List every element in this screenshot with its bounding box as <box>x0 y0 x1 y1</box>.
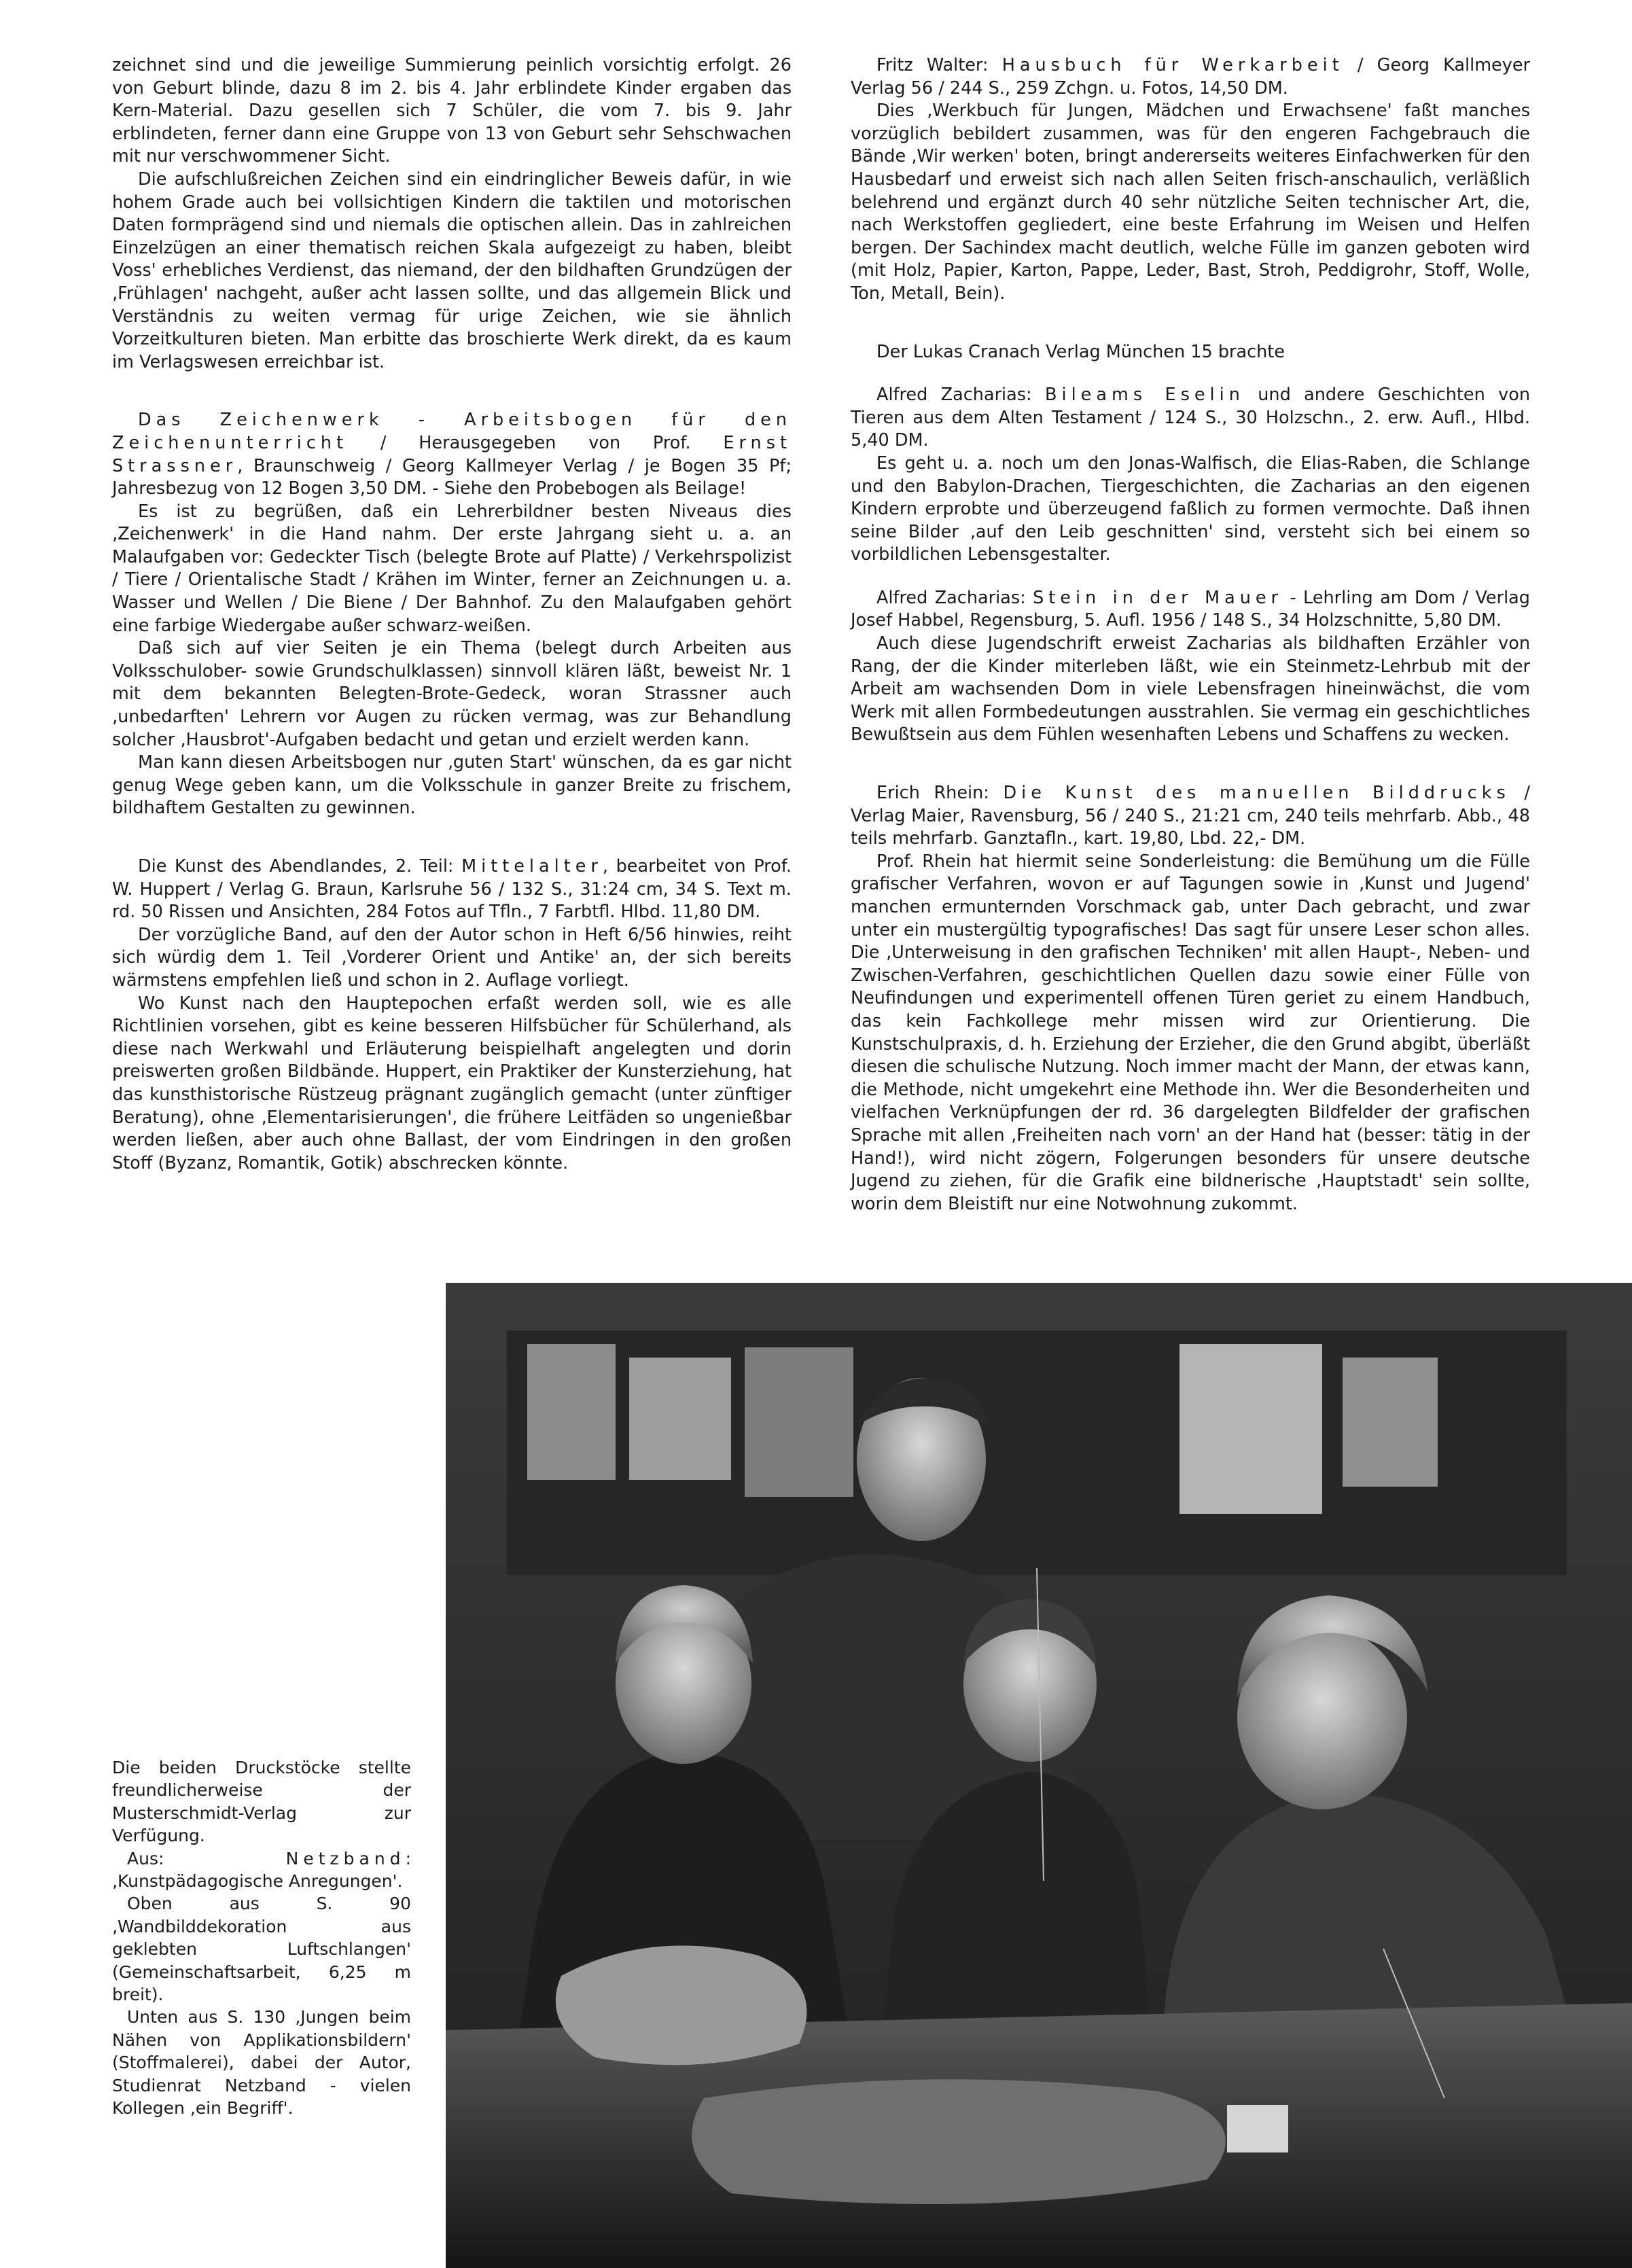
book-title: Stein in der Mauer <box>1033 587 1283 608</box>
book-title: Hausbuch für Werkarbeit <box>1001 55 1344 75</box>
heading-text: Alfred Zacharias: <box>876 587 1033 608</box>
paragraph: Dies ‚Werkbuch für Jungen, Mädchen und Erwachsene' faßt manches vorzüglich bebildert zusammen, was für den engeren Fachgebrauch die Bände ‚Wir werken' boten, bringt andererseits weiteres Einfachwerken für den Hausbedarf und erweist sich nach allen Seiten frisch-anschaulich, verläßlich belehrend und ergänzt durch 40 sehr nützliche Seiten technischer Art, die, nach Werkstoffen gegliedert, eine beste Erfahrung im Weisen und Helfen bergen. Der Sachindex macht deutlich, welche Fülle im ganzen geboten wird (mit Holz, Papier, Karton, Pappe, Leder, Bast, Stroh, Peddigrohr, Stoff, Wolle, Ton, Metall, Bein). <box>851 101 1530 304</box>
applique-cloth <box>692 2079 1226 2204</box>
heading-text: - Lehrling am Dom / Verlag Josef Habbel, Regensburg, 5. Aufl. 1956 / 148 S., 34 Holzschnitte, 5,80 DM. <box>851 587 1530 631</box>
paragraph: Die aufschlußreichen Zeichen sind ein eindringlicher Beweis dafür, in wie hohem Grade auch bei vollsichtigen Kindern die taktilen und motorischen Daten formprägend sind und niemals die optischen allein. Das in zahlreichen Einzelzügen an einer thematisch reichen Skala aufgezeigt zu haben, bleibt Voss' erhebliches Verdienst, das niemand, der den bildhaften Grundzügen der ‚Frühlagen' nachgeht, außer acht lassen sollte, und das allgemein Blick und Verständnis zu weiten vermag für urige Zeichen, wie sie ähnlich Vorzeitkulturen bieten. Man erbitte das broschierte Werk direkt, da es kaum im Verlagswesen erreichbar ist. <box>112 169 792 372</box>
caption-line: Unten aus S. 130 ‚Jungen beim Nähen von Applikationsbildern' (Stoffmalerei), dabei der Autor, Studienrat Netzband - vielen Kollegen ‚ein Begriff'. <box>112 2007 411 2119</box>
review-rhein <box>851 782 1530 1216</box>
heading-text: / Georg Kallmeyer Verlag 56 / 244 S., 259 Zchgn. u. Fotos, 14,50 DM. <box>851 55 1530 99</box>
paragraph: zeichnet sind und die jeweilige Summierung peinlich vorsichtig erfolgt. 26 von Geburt blinde, dazu 8 im 2. bis 4. Jahr erblindete Kinder ergaben das Kern-Material. Dazu gesellen sich 7 Schüler, die vom 7. bis 9. Jahr erblindeten, ferner dann eine Gruppe von 13 von Geburt sehr Sehschwachen mit nur verschwommener Sicht. <box>112 55 792 167</box>
pinned-picture <box>629 1358 731 1480</box>
entry-heading <box>112 409 792 500</box>
entry-heading <box>851 384 1530 453</box>
entry-heading <box>851 54 1530 100</box>
pinned-picture <box>1343 1358 1438 1487</box>
author-name: Ernst Strassner <box>112 432 792 476</box>
photo-caption <box>112 1756 411 2120</box>
paragraph: Es geht u. a. noch um den Jonas-Walfisch, die Elias-Raben, die Schlange und den Babylon-Drachen, Tiergeschichten, die Zacharias an den eigenen Kindern erprobte und überzeugend faßlich zu formen vermochte. Daß ihnen seine Bilder ‚auf den Leib geschnitten' sind, versteht sich bei einem so vorbildlichen Lebensgestalter. <box>851 453 1530 565</box>
book-title: Das Zeichenwerk - Arbeitsbogen für den Zeichenunterricht <box>112 410 792 453</box>
left-column <box>112 54 792 1210</box>
paragraph: Der vorzügliche Band, auf den der Autor schon in Heft 6/56 hinwies, reiht sich würdig dem 1. Teil ‚Vorderer Orient und Antike' an, der sich bereits wärmstens empfehlen ließ und schon in 2. Auflage vorliegt. <box>112 924 792 991</box>
world-map <box>1179 1344 1322 1514</box>
entry-heading <box>851 782 1530 851</box>
heading-text: Erich Rhein: <box>876 783 1004 804</box>
paragraph: Man kann diesen Arbeitsbogen nur ‚guten Start' wünschen, da es gar nicht genug Wege geben kann, um die Volksschule in ganzer Breite zu frischem, bildhaftem Gestalten zu gewinnen. <box>112 752 792 819</box>
heading-text: , Braunschweig / Georg Kallmeyer Verlag / je Bogen 35 Pf; Jahresbezug von 12 Bogen 3,50 DM. - Siehe den Probebogen als Beilage! <box>112 455 792 499</box>
photo-illustration <box>446 1283 1632 2268</box>
heading-text: / Verlag Maier, Ravensburg, 56 / 240 S., 21:21 cm, 240 teils mehrfarb. Abb., 48 teils mehrfarb. Ganztafln., kart. 19,80, Lbd. 22,- DM. <box>851 783 1530 849</box>
cranach-intro <box>851 341 1530 364</box>
review-stein <box>851 587 1530 747</box>
paragraph: Auch diese Jugendschrift erweist Zacharias als bildhaften Erzähler von Rang, der die Kinder miterleben läßt, wie ein Steinmetz-Lehrbub mit der Arbeit am wachsenden Dom in viele Lebensfragen hineinwächst, die vom Werk mit allen Formbedeutungen ausstrahlen. Sie vermag ein geschichtliches Bewußtsein aus dem Fühlen wesenhaften Lebens und Schaffens zu wecken. <box>851 633 1530 745</box>
review-abendland <box>112 855 792 1175</box>
heading-text: / Herausgegeben von Prof. <box>348 432 724 453</box>
paragraph: Wo Kunst nach den Hauptepochen erfaßt werden soll, wie es alle Richtlinien vorsehen, gibt es keine besseren Hilfsbücher für Schülerhand, als diese nach Werkwahl und Erläuterung beispielhaft angelegten und dorin preiswerten großen Bildbände. Huppert, ein Praktiker der Kunsterziehung, hat das kunsthistorische Rüstzeug prägnant zugänglich gemacht (unter zünftiger Beratung), ohne ‚Elementarisierungen', die frühere Leitfäden so ungenießbar werden ließen, aber auch ohne Ballast, der vom Eindringen in den großen Stoff (Byzanz, Romantik, Gotik) abschrecken könnte. <box>112 993 792 1173</box>
heading-text: Alfred Zacharias: <box>876 385 1045 406</box>
heading-text: Die Kunst des Abendlandes, 2. Teil: <box>138 856 462 876</box>
book-title: Mittelalter <box>461 856 603 876</box>
entry-heading <box>851 587 1530 633</box>
review-voss-continuation <box>112 54 792 374</box>
caption-author: Netzband <box>285 1848 406 1868</box>
heading-text: Fritz Walter: <box>876 55 1002 75</box>
caption-line: Oben aus S. 90 ‚Wandbilddekoration aus geklebten Luftschlangen' (Gemeinschaftsarbeit, 6,25 m breit). <box>112 1894 411 2005</box>
caption-text: Aus: <box>127 1848 286 1868</box>
small-white-box <box>1227 2105 1288 2152</box>
caption-text: : ‚Kunstpädagogische Anregungen'. <box>112 1848 411 1892</box>
paragraph: Daß sich auf vier Seiten je ein Thema (belegt durch Arbeiten aus Volksschulober- sowie Grundschulklassen) sinnvoll klären läßt, beweist Nr. 1 mit dem bekannten Belegten-Brote-Gedeck, woran Strassner auch ‚unbedarften' Lehrern vor Augen zu rücken vermag, was zur Behandlung solcher ‚Hausbrot'-Aufgaben bedacht und getan und erzielt werden kann. <box>112 638 792 750</box>
review-walter <box>851 54 1530 306</box>
caption-line: Die beiden Druckstöcke stellte freundlicherweise der Musterschmidt-Verlag zur Verfügung. <box>112 1758 411 1846</box>
paragraph: Es ist zu begrüßen, daß ein Lehrerbildner besten Niveaus dies ‚Zeichenwerk' in die Hand nahm. Der erste Jahrgang sieht u. a. an Malaufgaben vor: Gedeckter Tisch (belegte Brote auf Platte) / Verkehrspolizist / Tiere / Orientalische Stadt / Krähen im Winter, ferner an Zeichnungen u. a. Wasser und Wellen / Die Biene / Der Bahnhof. Zu den Malaufgaben gehört eine farbige Wiedergabe außer schwarz-weißen. <box>112 501 792 636</box>
heading-text: und andere Geschichten von Tieren aus dem Alten Testament / 124 S., 30 Holzschn., 2. erw. Aufl., Hlbd. 5,40 DM. <box>851 385 1530 451</box>
right-column <box>851 54 1530 1251</box>
review-zeichenwerk <box>112 409 792 820</box>
book-title: Bileams Eselin <box>1045 385 1245 406</box>
entry-heading <box>112 855 792 924</box>
pinned-picture <box>527 1344 616 1480</box>
heading-text: , bearbeitet von Prof. W. Huppert / Verlag G. Braun, Karlsruhe 56 / 132 S., 31:24 cm, 34 S. Text m. rd. 50 Rissen und Ansichten, 284 Fotos auf Tfln., 7 Farbtfl. Hlbd. 11,80 DM. <box>112 856 792 923</box>
fabric-bundle <box>556 1945 807 2065</box>
caption-line <box>112 1847 411 1893</box>
book-title: Die Kunst des manuellen Bilddrucks <box>1003 783 1510 804</box>
pinned-picture <box>745 1347 853 1497</box>
paragraph: Der Lukas Cranach Verlag München 15 brachte <box>876 341 1285 362</box>
paragraph: Prof. Rhein hat hiermit seine Sonderleistung: die Bemühung um die Fülle grafischer Verfahren, wovon er auf Tagungen sowie in ‚Kunst und Jugend' manchen ermunternden Vorschmack gab, unter Dach gebracht, und zwar unter ein mustergültig typografisches! Das sagt für unsere Leser schon alles. Die ‚Unterweisung in den grafischen Techniken' mit allen Haupt-, Neben- und Zwischen-Verfahren, geschichtlichen Quellen dazu sowie einer Fülle von Neufindungen und experimentell offenen Türen geriet zu einem Handbuch, das kein Fachkollege mehr missen wird zur Orientierung. Die Kunstschulpraxis, d. h. Erziehung der Erzieher, die den Grund abgibt, überläßt diesen die schulische Nutzung. Noch immer macht der Mann, der etwas kann, die Methode, nicht umgekehrt eine Methode ihn. Wer die Besonderheiten und vielfachen Verknüpfungen der rd. 36 dargelegten Bildfelder der grafischen Sprache mit allen ‚Freiheiten nach vorn' an der Hand hat (besser: tätig in der Hand!), wird nicht zögern, Folgerungen besonders für unsere deutsche Jugend zu ziehen, für die Grafik eine bildnerische ‚Hauptstadt' sein sollte, worin dem Bleistift nur eine Notwohnung zukommt. <box>851 851 1530 1214</box>
classroom-photo <box>446 1283 1632 2268</box>
review-bileam <box>851 384 1530 567</box>
